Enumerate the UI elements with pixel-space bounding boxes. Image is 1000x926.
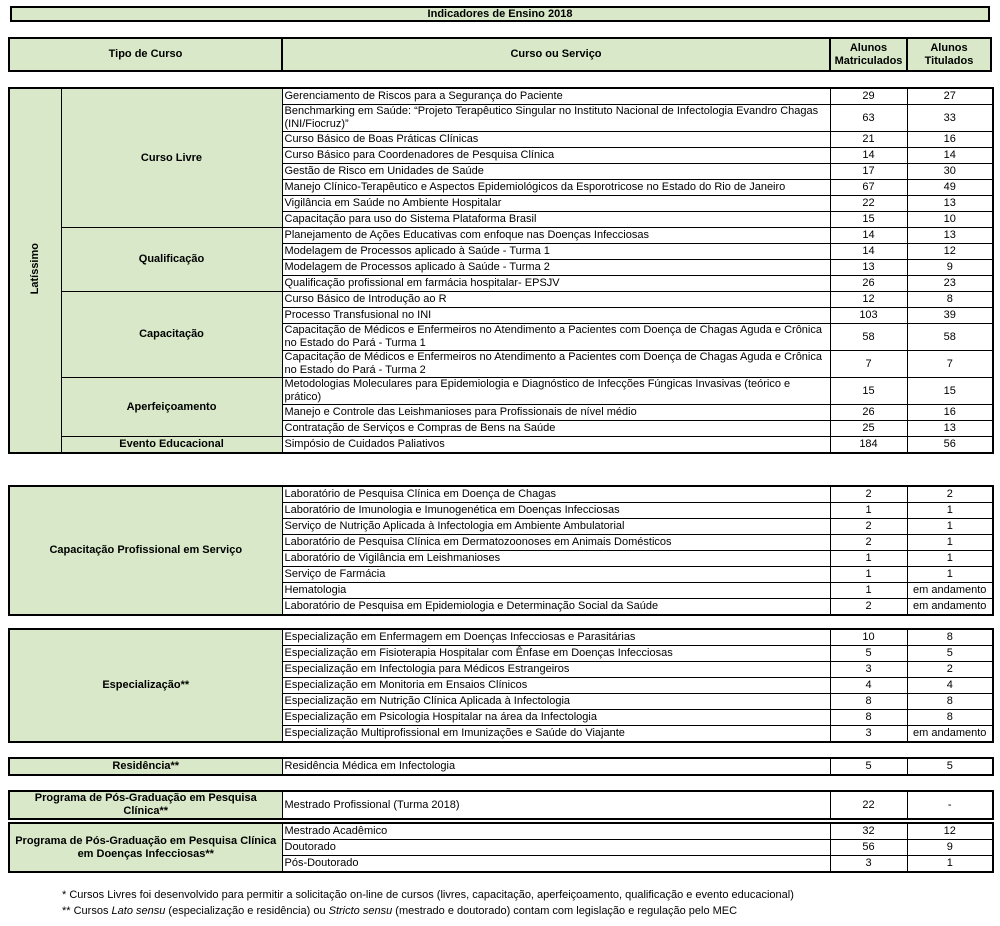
latissimo-table (8, 87, 994, 454)
course-name: Laboratório de Vigilância em Leishmanioses (282, 551, 830, 567)
graduated-count: 7 (907, 351, 993, 378)
pos-pesquisa-body (9, 791, 993, 819)
graduated-count: 27 (907, 88, 993, 105)
graduated-count: 58 (907, 324, 993, 351)
enrolled-count: 21 (830, 132, 907, 148)
enrolled-count: 14 (830, 228, 907, 244)
graduated-count: 1 (907, 503, 993, 519)
course-name: Metodologias Moleculares para Epidemiologia e Diagnóstico de Infecções Fúngicas Invasivas (teórico e prático) (282, 378, 830, 405)
enrolled-count: 15 (830, 212, 907, 228)
graduated-count: 33 (907, 105, 993, 132)
course-name: Especialização em Enfermagem em Doenças Infecciosas e Parasitárias (282, 629, 830, 646)
graduated-count: 13 (907, 228, 993, 244)
group-name: Capacitação Profissional em Serviço (9, 486, 282, 615)
graduated-count: 4 (907, 678, 993, 694)
course-name: Hematologia (282, 583, 830, 599)
footnote-2 (62, 904, 737, 918)
course-name: Especialização em Nutrição Clínica Aplicada à Infectologia (282, 694, 830, 710)
course-name: Laboratório de Pesquisa em Epidemiologia e Determinação Social da Saúde (282, 599, 830, 616)
group-name: Programa de Pós-Graduação em Pesquisa Clínica em Doenças Infecciosas** (9, 823, 282, 872)
enrolled-count: 3 (830, 726, 907, 743)
group-name: Evento Educacional (61, 437, 282, 454)
group-name: Capacitação (61, 292, 282, 378)
course-name: Pós-Doutorado (282, 856, 830, 873)
course-name: Serviço de Farmácia (282, 567, 830, 583)
graduated-count: 13 (907, 196, 993, 212)
course-name: Gestão de Risco em Unidades de Saúde (282, 164, 830, 180)
graduated-count: 8 (907, 694, 993, 710)
group-name: Especialização** (9, 629, 282, 742)
graduated-count: 8 (907, 710, 993, 726)
pos-doencas-table (8, 822, 994, 873)
enrolled-count: 103 (830, 308, 907, 324)
enrolled-count: 8 (830, 710, 907, 726)
course-name: Capacitação de Médicos e Enfermeiros no Atendimento a Pacientes com Doença de Chagas Aguda e Crônica no Estado do Pará - Turma 2 (282, 351, 830, 378)
graduated-count: 1 (907, 535, 993, 551)
enrolled-count: 1 (830, 567, 907, 583)
table-row (9, 437, 993, 454)
course-name: Qualificação profissional em farmácia hospitalar- EPSJV (282, 276, 830, 292)
graduated-count: 12 (907, 244, 993, 260)
graduated-count: 10 (907, 212, 993, 228)
enrolled-count: 15 (830, 378, 907, 405)
table-row (9, 823, 993, 840)
course-name: Curso Básico de Introdução ao R (282, 292, 830, 308)
table-row (9, 486, 993, 503)
enrolled-count: 184 (830, 437, 907, 454)
enrolled-count: 5 (830, 646, 907, 662)
graduated-count: em andamento (907, 726, 993, 743)
course-name: Especialização em Infectologia para Médicos Estrangeiros (282, 662, 830, 678)
enrolled-count: 14 (830, 244, 907, 260)
graduated-count: 16 (907, 405, 993, 421)
course-name: Manejo Clínico-Terapêutico e Aspectos Epidemiológicos da Esporotricose no Estado do Rio de Janeiro (282, 180, 830, 196)
graduated-count: 16 (907, 132, 993, 148)
group-name: Aperfeiçoamento (61, 378, 282, 437)
header-tipo-curso: Tipo de Curso (8, 37, 283, 72)
course-name: Manejo e Controle das Leishmanioses para Profissionais de nível médio (282, 405, 830, 421)
table-row (9, 758, 993, 775)
header-alunos-matriculados: Alunos Matriculados (829, 37, 908, 72)
table-row (9, 378, 993, 405)
course-name: Mestrado Profissional (Turma 2018) (282, 791, 830, 819)
course-name: Processo Transfusional no INI (282, 308, 830, 324)
enrolled-count: 1 (830, 583, 907, 599)
table-row (9, 629, 993, 646)
course-name: Mestrado Acadêmico (282, 823, 830, 840)
enrolled-count: 67 (830, 180, 907, 196)
enrolled-count: 56 (830, 840, 907, 856)
graduated-count: 15 (907, 378, 993, 405)
footnote-2-c: (especialização e residência) ou (165, 905, 329, 917)
enrolled-count: 10 (830, 629, 907, 646)
graduated-count: em andamento (907, 599, 993, 616)
enrolled-count: 13 (830, 260, 907, 276)
graduated-count: 1 (907, 519, 993, 535)
especializacao-body (9, 629, 993, 742)
graduated-count: - (907, 791, 993, 819)
graduated-count: 1 (907, 856, 993, 873)
enrolled-count: 58 (830, 324, 907, 351)
course-name: Modelagem de Processos aplicado à Saúde - Turma 2 (282, 260, 830, 276)
enrolled-count: 26 (830, 276, 907, 292)
enrolled-count: 1 (830, 503, 907, 519)
course-name: Capacitação de Médicos e Enfermeiros no Atendimento a Pacientes com Doença de Chagas Aguda e Crônica no Estado do Pará - Turma 1 (282, 324, 830, 351)
graduated-count: 23 (907, 276, 993, 292)
graduated-count: 56 (907, 437, 993, 454)
graduated-count: 2 (907, 662, 993, 678)
enrolled-count: 2 (830, 599, 907, 616)
residencia-table (8, 757, 994, 776)
enrolled-count: 26 (830, 405, 907, 421)
course-name: Curso Básico de Boas Práticas Clínicas (282, 132, 830, 148)
enrolled-count: 4 (830, 678, 907, 694)
graduated-count: 5 (907, 646, 993, 662)
graduated-count: 8 (907, 629, 993, 646)
capacitacao-servico-body (9, 486, 993, 615)
course-name: Modelagem de Processos aplicado à Saúde - Turma 1 (282, 244, 830, 260)
course-name: Capacitação para uso do Sistema Plataforma Brasil (282, 212, 830, 228)
graduated-count: 49 (907, 180, 993, 196)
header-alunos-titulados: Alunos Titulados (906, 37, 992, 72)
graduated-count: 9 (907, 840, 993, 856)
enrolled-count: 17 (830, 164, 907, 180)
enrolled-count: 3 (830, 856, 907, 873)
course-name: Curso Básico para Coordenadores de Pesquisa Clínica (282, 148, 830, 164)
latissimo-label: Latíssimo (28, 242, 41, 295)
graduated-count: em andamento (907, 583, 993, 599)
course-name: Vigilância em Saúde no Ambiente Hospitalar (282, 196, 830, 212)
course-name: Doutorado (282, 840, 830, 856)
latissimo-label-cell (9, 88, 61, 453)
course-name: Simpósio de Cuidados Paliativos (282, 437, 830, 454)
header-curso-servico: Curso ou Serviço (281, 37, 831, 72)
course-name: Residência Médica em Infectologia (282, 758, 830, 775)
course-name: Serviço de Nutrição Aplicada à Infectologia em Ambiente Ambulatorial (282, 519, 830, 535)
enrolled-count: 25 (830, 421, 907, 437)
enrolled-count: 3 (830, 662, 907, 678)
group-name: Curso Livre (61, 88, 282, 228)
especializacao-table (8, 628, 994, 743)
enrolled-count: 2 (830, 519, 907, 535)
residencia-body (9, 758, 993, 775)
enrolled-count: 22 (830, 791, 907, 819)
group-name: Residência** (9, 758, 282, 775)
course-name: Especialização em Psicologia Hospitalar na área da Infectologia (282, 710, 830, 726)
footnote-2-a: ** Cursos (62, 905, 112, 917)
graduated-count: 8 (907, 292, 993, 308)
course-name: Planejamento de Ações Educativas com enfoque nas Doenças Infecciosas (282, 228, 830, 244)
course-name: Laboratório de Pesquisa Clínica em Dermatozoonoses em Animais Domésticos (282, 535, 830, 551)
graduated-count: 5 (907, 758, 993, 775)
pos-pesquisa-table (8, 790, 994, 820)
course-name: Laboratório de Imunologia e Imunogenética em Doenças Infecciosas (282, 503, 830, 519)
enrolled-count: 8 (830, 694, 907, 710)
graduated-count: 14 (907, 148, 993, 164)
capacitacao-servico-table (8, 485, 994, 616)
table-row (9, 88, 993, 105)
enrolled-count: 14 (830, 148, 907, 164)
table-row (9, 292, 993, 308)
enrolled-count: 32 (830, 823, 907, 840)
group-name: Programa de Pós-Graduação em Pesquisa Clínica** (9, 791, 282, 819)
course-name: Contratação de Serviços e Compras de Bens na Saúde (282, 421, 830, 437)
course-name: Laboratório de Pesquisa Clínica em Doença de Chagas (282, 486, 830, 503)
graduated-count: 12 (907, 823, 993, 840)
enrolled-count: 5 (830, 758, 907, 775)
course-name: Especialização em Monitoria em Ensaios Clínicos (282, 678, 830, 694)
enrolled-count: 29 (830, 88, 907, 105)
graduated-count: 13 (907, 421, 993, 437)
course-name: Especialização Multiprofissional em Imunizações e Saúde do Viajante (282, 726, 830, 743)
enrolled-count: 12 (830, 292, 907, 308)
latissimo-body (9, 88, 993, 453)
graduated-count: 30 (907, 164, 993, 180)
enrolled-count: 2 (830, 535, 907, 551)
pos-doencas-body (9, 823, 993, 872)
footnote-1: * Cursos Livres foi desenvolvido para permitir a solicitação on-line de cursos (livres, capacitação, aperfeiçoamento, qualificação e evento educacional) (62, 889, 794, 901)
group-name: Qualificação (61, 228, 282, 292)
table-row (9, 228, 993, 244)
report-title: Indicadores de Ensino 2018 (10, 6, 990, 22)
graduated-count: 1 (907, 551, 993, 567)
graduated-count: 9 (907, 260, 993, 276)
enrolled-count: 7 (830, 351, 907, 378)
footnote-2-e: (mestrado e doutorado) contam com legislação e regulação pelo MEC (392, 905, 738, 917)
footnote-2-lato: Lato sensu (111, 905, 166, 917)
enrolled-count: 2 (830, 486, 907, 503)
enrolled-count: 22 (830, 196, 907, 212)
enrolled-count: 1 (830, 551, 907, 567)
graduated-count: 2 (907, 486, 993, 503)
enrolled-count: 63 (830, 105, 907, 132)
course-name: Especialização em Fisioterapia Hospitalar com Ênfase em Doenças Infecciosas (282, 646, 830, 662)
course-name: Gerenciamento de Riscos para a Segurança do Paciente (282, 88, 830, 105)
course-name: Benchmarking em Saúde: “Projeto Terapêutico Singular no Instituto Nacional de Infectologia Evandro Chagas (INI/Fiocruz)” (282, 105, 830, 132)
graduated-count: 39 (907, 308, 993, 324)
graduated-count: 1 (907, 567, 993, 583)
table-row (9, 791, 993, 819)
footnote-2-stricto: Stricto sensu (328, 905, 393, 917)
